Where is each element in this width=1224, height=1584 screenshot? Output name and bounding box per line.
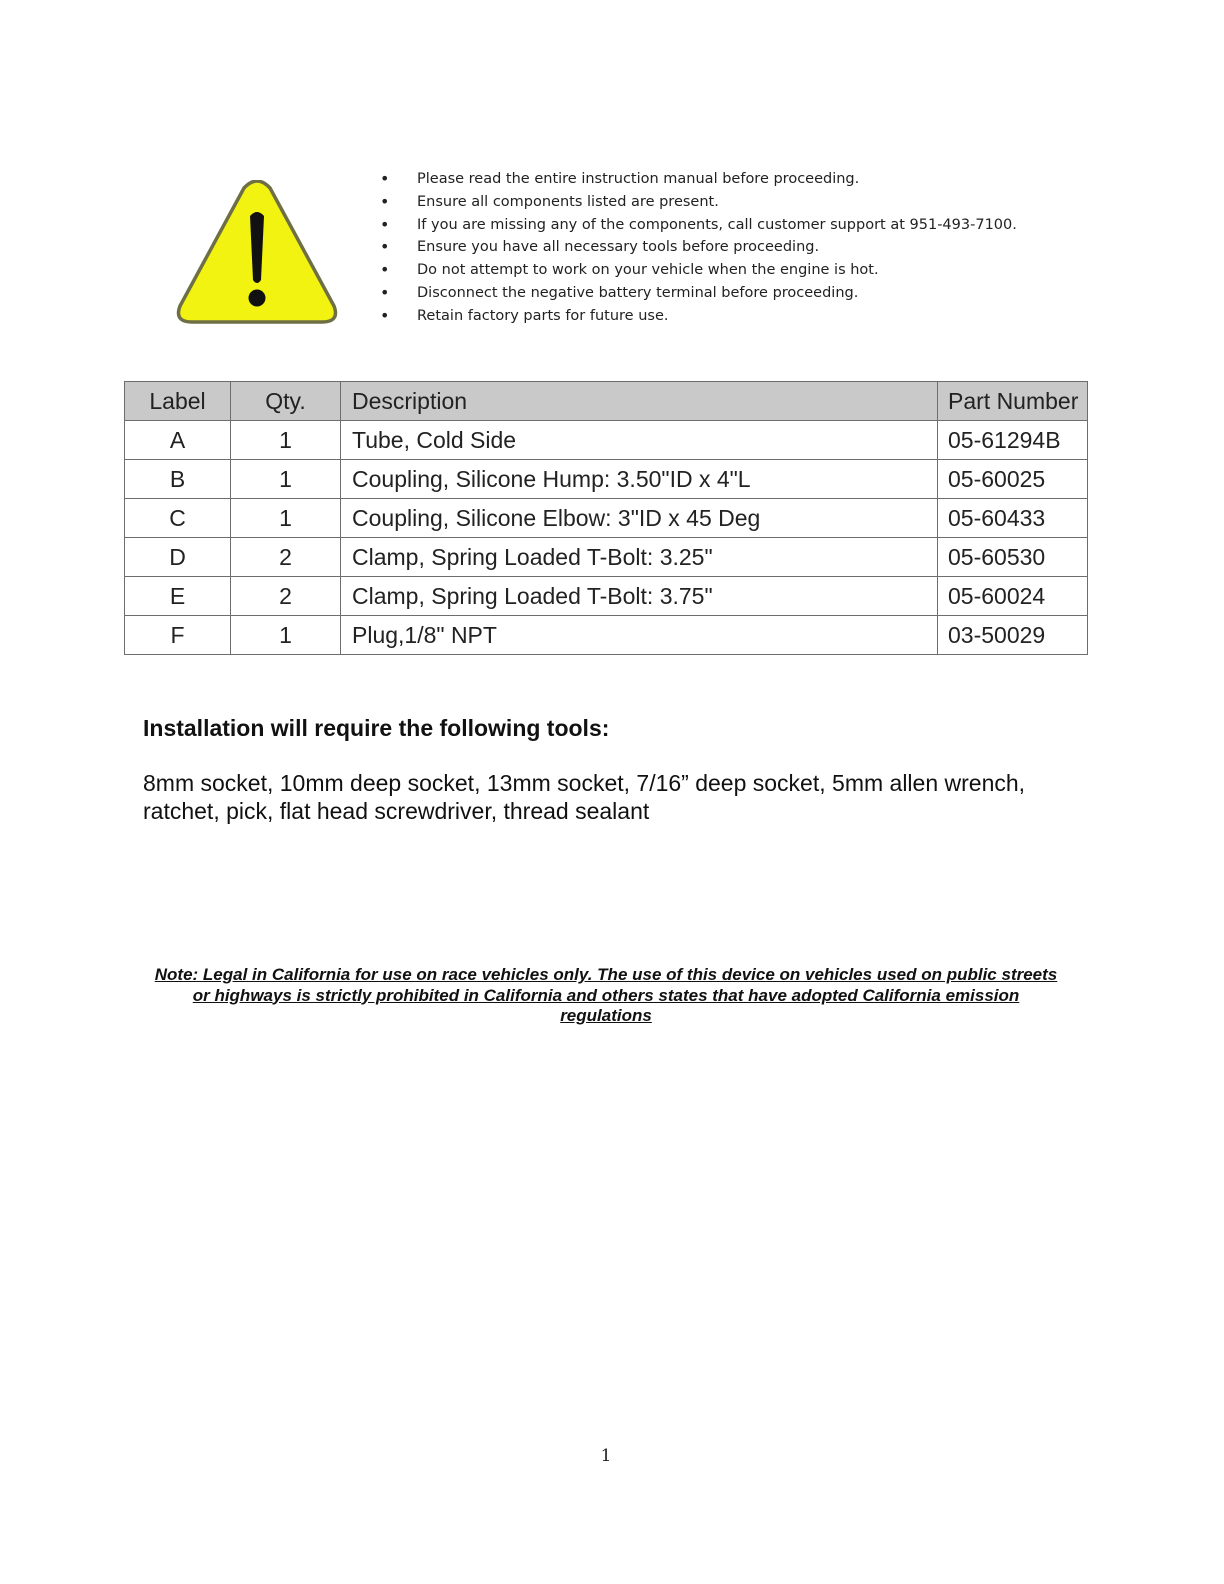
table-row (125, 577, 1088, 616)
cell-qty: 1 (231, 499, 341, 538)
legal-note: Note: Legal in California for use on race vehicles only. The use of this device on vehicles used on public streets or highways is strictly prohibited in California and others states that have adopted California emission regulations (154, 965, 1058, 1025)
header-label: Label (125, 382, 231, 421)
cell-qty: 1 (231, 421, 341, 460)
parts-table (124, 381, 1088, 655)
table-header-row (125, 382, 1088, 421)
warning-triangle-icon (174, 180, 340, 326)
cell-label: A (125, 421, 231, 460)
cell-description: Coupling, Silicone Hump: 3.50"ID x 4"L (341, 460, 938, 499)
cell-description: Plug,1/8" NPT (341, 616, 938, 655)
header-description: Description (341, 382, 938, 421)
cell-part-number: 05-60025 (938, 460, 1088, 499)
header-qty: Qty. (231, 382, 341, 421)
tools-list: 8mm socket, 10mm deep socket, 13mm socket, 7/16” deep socket, 5mm allen wrench, ratchet, pick, flat head screwdriver, thread sealant (143, 770, 1026, 824)
cell-description: Clamp, Spring Loaded T-Bolt: 3.25" (341, 538, 938, 577)
cell-part-number: 05-60433 (938, 499, 1088, 538)
table-row (125, 499, 1088, 538)
cell-label: C (125, 499, 231, 538)
cell-part-number: 05-61294B (938, 421, 1088, 460)
cell-description: Clamp, Spring Loaded T-Bolt: 3.75" (341, 577, 938, 616)
table-row (125, 421, 1088, 460)
tools-heading: Installation will require the following tools: (143, 715, 610, 741)
warning-item: • Disconnect the negative battery terminal before proceeding. (380, 282, 1017, 305)
cell-description: Coupling, Silicone Elbow: 3"ID x 45 Deg (341, 499, 938, 538)
cell-part-number: 03-50029 (938, 616, 1088, 655)
warning-item: • Ensure you have all necessary tools before proceeding. (380, 236, 1017, 259)
cell-label: F (125, 616, 231, 655)
warning-item: • Ensure all components listed are present. (380, 191, 1017, 214)
warning-item: • If you are missing any of the components, call customer support at 951-493-7100. (380, 214, 1017, 237)
cell-qty: 1 (231, 616, 341, 655)
cell-label: E (125, 577, 231, 616)
header-part-number: Part Number (938, 382, 1088, 421)
cell-label: D (125, 538, 231, 577)
table-row (125, 538, 1088, 577)
cell-part-number: 05-60530 (938, 538, 1088, 577)
cell-qty: 2 (231, 577, 341, 616)
cell-part-number: 05-60024 (938, 577, 1088, 616)
cell-qty: 2 (231, 538, 341, 577)
warning-item: • Please read the entire instruction manual before proceeding. (380, 168, 1017, 191)
table-row (125, 460, 1088, 499)
cell-description: Tube, Cold Side (341, 421, 938, 460)
cell-qty: 1 (231, 460, 341, 499)
warning-list (380, 168, 1017, 328)
warning-item: • Do not attempt to work on your vehicle when the engine is hot. (380, 259, 1017, 282)
page-number: 1 (600, 1446, 612, 1466)
cell-label: B (125, 460, 231, 499)
table-row (125, 616, 1088, 655)
warning-item: • Retain factory parts for future use. (380, 305, 1017, 328)
